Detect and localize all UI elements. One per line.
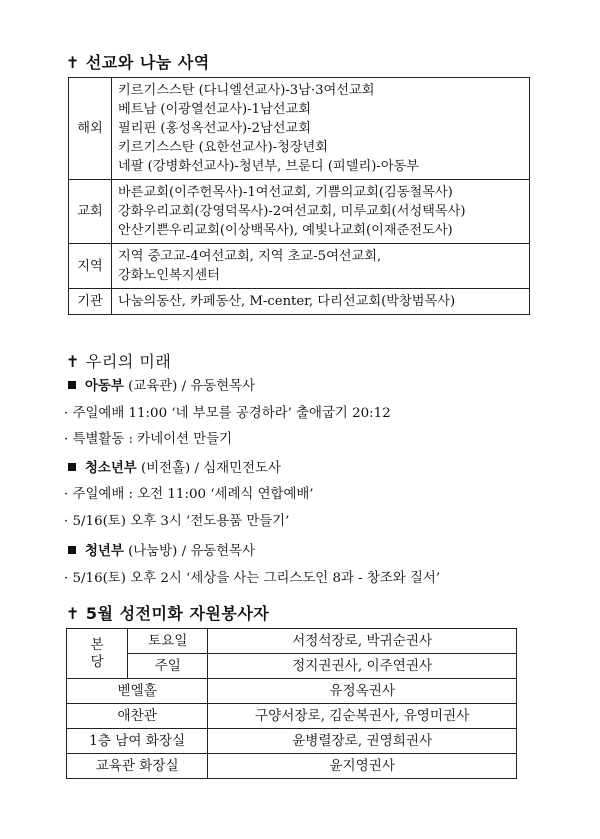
young-adults-dept-heading: [68, 540, 255, 559]
list-item: 베트남 (이광열선교사)-1남선교회: [118, 102, 311, 117]
names-cell: 유정옥권사: [208, 679, 517, 704]
main-hall-cell: [67, 629, 128, 679]
items-cell: [112, 289, 530, 315]
group-label: 당: [90, 653, 104, 670]
day-cell: 토요일: [128, 629, 208, 654]
volunteers-heading: [66, 601, 269, 624]
place-cell: 교육관 화장실: [67, 754, 208, 779]
list-item: 바른교회(이주헌목사)-1여선교회, 기쁨의교회(김동철목사): [118, 185, 453, 200]
detail-line: · 주일예배 11:00 ‘네 부모를 공경하라’ 출애굽기 20:12: [64, 406, 391, 421]
dept-name: 청소년부: [85, 461, 137, 476]
mission-title: 선교와 나눔 사역: [85, 53, 210, 72]
items-cell: [112, 180, 530, 244]
table-row: [67, 704, 517, 729]
day-cell: 주일: [128, 654, 208, 679]
table-row: [67, 629, 517, 654]
list-item: 키르기스스탄 (요한선교사)-청장년회: [118, 140, 329, 155]
table-row: [69, 244, 530, 289]
names-cell: 윤지영권사: [208, 754, 517, 779]
names-cell: 윤병렬장로, 권영희권사: [208, 729, 517, 754]
square-bullet-icon: [68, 546, 76, 554]
children-dept-heading: [68, 375, 255, 394]
table-row: [69, 289, 530, 315]
category-cell: 해외: [69, 78, 112, 180]
list-item: 강화노인복지센터: [118, 268, 220, 283]
list-item: 안산기쁜우리교회(이상백목사), 예빛나교회(이재준전도사): [118, 223, 453, 238]
dept-place: (비전홀) / 심재민전도사: [141, 461, 281, 476]
list-item: 네팔 (강병화선교사)-청년부, 브룬디 (피델리)-아동부: [118, 159, 420, 174]
list-item: 키르기스스탄 (다니엘선교사)-3남·3여선교회: [118, 83, 375, 98]
table-row: [69, 180, 530, 244]
mission-heading: [66, 50, 210, 73]
category-cell: 지역: [69, 244, 112, 289]
category-cell: 교회: [69, 180, 112, 244]
cross-icon: ✝: [66, 352, 80, 371]
square-bullet-icon: [68, 463, 76, 471]
items-cell: [112, 78, 530, 180]
detail-line: · 특별활동 : 카네이션 만들기: [64, 432, 233, 447]
table-row: [67, 654, 517, 679]
detail-line: · 5/16(토) 오후 3시 ‘전도용품 만들기’: [64, 514, 290, 529]
table-row: [67, 754, 517, 779]
square-bullet-icon: [68, 381, 76, 389]
mission-table: [68, 77, 530, 315]
place-cell: 벧엘홀: [67, 679, 208, 704]
detail-line: · 5/16(토) 오후 2시 ‘세상을 사는 그리스도인 8과 - 창조와 질서’: [64, 571, 441, 586]
future-heading: [66, 349, 171, 372]
list-item: 나눔의동산, 카페동산, M-center, 다리선교회(박창범목사): [118, 294, 456, 309]
items-cell: [112, 244, 530, 289]
volunteers-table: [66, 628, 517, 779]
cross-icon: ✝: [66, 53, 80, 72]
place-cell: 1층 남여 화장실: [67, 729, 208, 754]
cross-icon: ✝: [66, 604, 80, 623]
table-row: [67, 729, 517, 754]
dept-name: 청년부: [85, 544, 124, 559]
future-title: 우리의 미래: [85, 352, 172, 371]
category-cell: 기관: [69, 289, 112, 315]
names-cell: 구양서장로, 김순복권사, 유영미권사: [208, 704, 517, 729]
youth-dept-heading: [68, 457, 281, 476]
list-item: 지역 중고교-4여선교회, 지역 초교-5여선교회,: [118, 249, 382, 264]
dept-place: (교육관) / 유동현목사: [128, 379, 256, 394]
names-cell: 정지권권사, 이주연권사: [208, 654, 517, 679]
list-item: 강화우리교회(강영덕목사)-2여선교회, 미루교회(서성택목사): [118, 204, 466, 219]
volunteers-title: 5월 성전미화 자원봉사자: [85, 604, 270, 623]
names-cell: 서정석장로, 박귀순권사: [208, 629, 517, 654]
table-row: [69, 78, 530, 180]
group-label: 본: [90, 636, 104, 653]
table-row: [67, 679, 517, 704]
dept-name: 아동부: [85, 379, 124, 394]
dept-place: (나눔방) / 유동현목사: [128, 544, 256, 559]
list-item: 필리핀 (홍성옥선교사)-2남선교회: [118, 121, 311, 136]
place-cell: 애찬관: [67, 704, 208, 729]
detail-line: · 주일예배 : 오전 11:00 ‘세례식 연합예배’: [64, 487, 314, 502]
